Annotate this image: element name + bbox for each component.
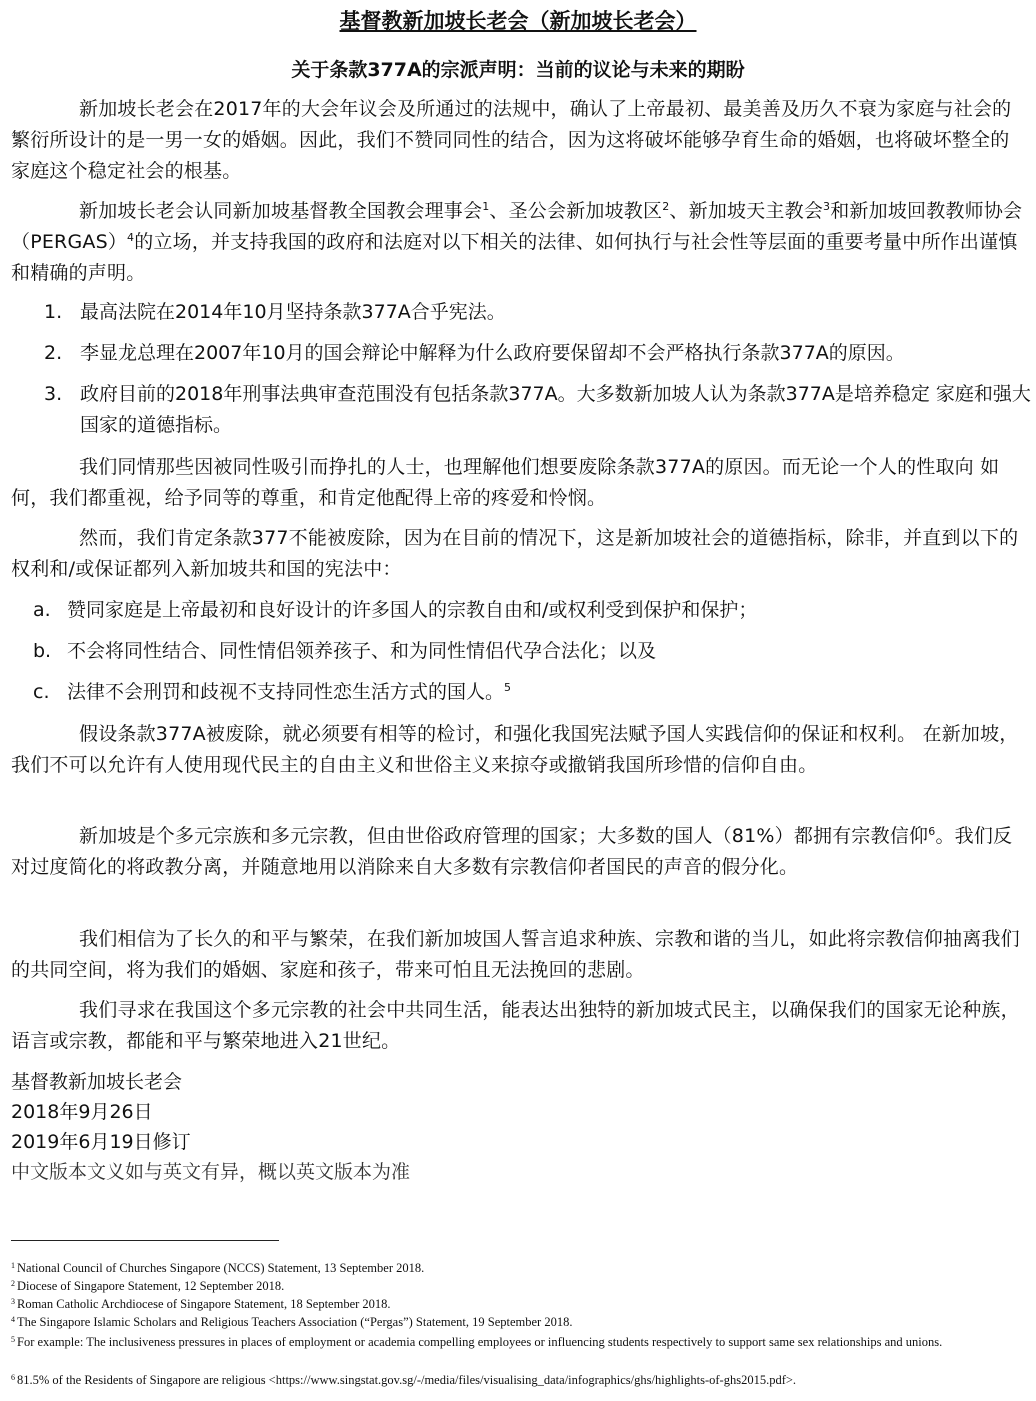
footnote-mark: 4 (11, 1315, 15, 1324)
list-marker: 2. (44, 342, 63, 364)
footnote-mark: 6 (11, 1373, 15, 1382)
paragraph-democracy: 我们寻求在我国这个多元宗教的社会中共同生活，能表达出独特的新加坡式民主，以确保我们的国家无论种族，语言或宗教，都能和平与繁荣地进入21世纪。 (11, 999, 1020, 1052)
list-item (44, 379, 1034, 441)
footnote-divider (11, 1240, 279, 1241)
list-item-text (67, 677, 1023, 708)
footnote-ref: 3 (823, 200, 831, 213)
footnote (11, 1368, 1026, 1390)
paragraph-secular-part: 新加坡是个多元宗族和多元宗教，但由世俗政府管理的国家；大多数的国人（81%）都拥有宗教信仰 (79, 825, 929, 847)
list-marker: b. (33, 640, 52, 662)
footnote-mark: 3 (11, 1297, 15, 1306)
paragraph-endorsements-part: 、新加坡天主教会 (669, 200, 824, 222)
paragraph-endorsements-part: 、圣公会新加坡教区 (489, 200, 663, 222)
list-marker: 3. (44, 383, 63, 405)
paragraph-secular-state (11, 821, 1026, 883)
list-item (33, 595, 1023, 626)
footnote-mark: 2 (11, 1279, 15, 1288)
paragraph-endorsements (11, 196, 1026, 289)
list-item-text: 最高法院在2014年10月坚持条款377A合乎宪法。 (80, 301, 506, 323)
list-item-text: 政府目前的2018年刑事法典审查范围没有包括条款377A。大多数新加坡人认为条款377A是培养稳定 家庭和强大国家的道德指标。 (80, 383, 1031, 436)
list-item-text: 赞同家庭是上帝最初和良好设计的许多国人的宗教自由和/或权利受到保护和保护； (67, 599, 758, 621)
paragraph-endorsements-part: 新加坡长老会认同新加坡基督教全国教会理事会 (79, 200, 483, 222)
footnote-text: 81.5% of the Residents of Singapore are religious <https://www.singstat.gov.sg/-/media/files/visualising_data/infographics/ghs/highlights-of-ghs2015.pdf>. (17, 1373, 797, 1387)
list-item-text-part: 法律不会刑罚和歧视不支持同性恋生活方式的国人。 (67, 681, 505, 703)
document-subtitle: 关于条款377A的宗派声明：当前的议论与未来的期盼 (291, 59, 745, 81)
list-item (33, 677, 1023, 708)
list-item-text: 不会将同性结合、同性情侣领养孩子、和为同性情侣代孕合法化；以及 (67, 640, 657, 662)
footnote-text: For example: The inclusiveness pressures in places of employment or academia compelling employees or influencing students respectively to support same sex relationships and unions. (17, 1335, 943, 1349)
list-item (44, 297, 1034, 328)
paragraph-marriage-position: 新加坡长老会在2017年的大会年议会及所通过的法规中，确认了上帝最初、最美善及历久不衰为家庭与社会的繁衍所设计的是一男一女的婚姻。因此，我们不赞同同性的结合，因为这将破坏能够孕育生命的婚姻，也将破坏整全的家庭这个稳定社会的根基。 (11, 98, 1012, 182)
list-marker: c. (33, 681, 50, 703)
list-item-text: 李显龙总理在2007年10月的国会辩论中解释为什么政府要保留却不会严格执行条款377A的原因。 (80, 342, 905, 364)
footnote-text: National Council of Churches Singapore (NCCS) Statement, 13 September 2018. (17, 1261, 425, 1275)
paragraph-secular-part: 。我们反对过度简化的将政教分离，并随意地用以消除来自大多数有宗教信仰者国民的声音的假分化。 (11, 825, 1013, 878)
footnote (11, 1310, 1026, 1332)
list-item (33, 636, 1023, 667)
paragraph-constitution: 假设条款377A被废除，就必须要有相等的检讨，和强化我国宪法赋予国人实践信仰的保证和权利。 在新加坡，我们不可以允许有人使用现代民主的自由主义和世俗主义来掠夺或撤销我国所珍惜的信仰自由。 (11, 723, 1019, 776)
footnote-ref: 2 (662, 200, 670, 213)
footnote-ref: 4 (127, 231, 135, 244)
list-marker: 1. (44, 301, 63, 323)
paragraph-conditions: 然而，我们肯定条款377不能被废除，因为在目前的情况下，这是新加坡社会的道德指标，除非，并直到以下的权利和/或保证都列入新加坡共和国的宪法中： (11, 527, 1019, 580)
paragraph-compassion: 我们同情那些因被同性吸引而挣扎的人士，也理解他们想要废除条款377A的原因。而无论一个人的性取向 如何，我们都重视，给予同等的尊重，和肯定他配得上帝的疼爱和怜悯。 (11, 456, 1000, 509)
translation-note: 中文版本文义如与英文有异，概以英文版本为准 (11, 1161, 411, 1183)
list-marker: a. (33, 599, 51, 621)
footnote-text: The Singapore Islamic Scholars and Religious Teachers Association (“Pergas”) Statement, 19 September 2018. (17, 1315, 573, 1329)
footnote-ref: 6 (928, 825, 936, 838)
paragraph-endorsements-part: 的立场，并支持我国的政府和法庭对以下相关的法律、如何执行与社会性等层面的重要考量中所作出谨慎和精确的声明。 (11, 231, 1018, 284)
footnote (11, 1330, 1026, 1352)
signature-revised-date: 2019年6月19日修订 (11, 1131, 191, 1153)
list-item (44, 338, 1034, 369)
footnote-ref: 5 (504, 681, 512, 694)
paragraph-endorsements-part: 和新加坡回教教师协会（PERGAS） (11, 200, 1023, 253)
signature-date: 2018年9月26日 (11, 1101, 153, 1123)
footnote-ref: 1 (482, 200, 490, 213)
footnote-mark: 1 (11, 1261, 15, 1270)
footnote-mark: 5 (11, 1335, 15, 1344)
document-org-title: 基督教新加坡长老会（新加坡长老会） (339, 9, 697, 33)
signature-org: 基督教新加坡长老会 (11, 1071, 183, 1093)
paragraph-peace: 我们相信为了长久的和平与繁荣，在我们新加坡国人誓言追求种族、宗教和谐的当儿，如此将宗教信仰抽离我们的共同空间，将为我们的婚姻、家庭和孩子，带来可怕且无法挽回的悲剧。 (11, 928, 1020, 981)
footnote-text: Diocese of Singapore Statement, 12 September 2018. (17, 1279, 285, 1293)
footnote-text: Roman Catholic Archdiocese of Singapore Statement, 18 September 2018. (17, 1297, 391, 1311)
